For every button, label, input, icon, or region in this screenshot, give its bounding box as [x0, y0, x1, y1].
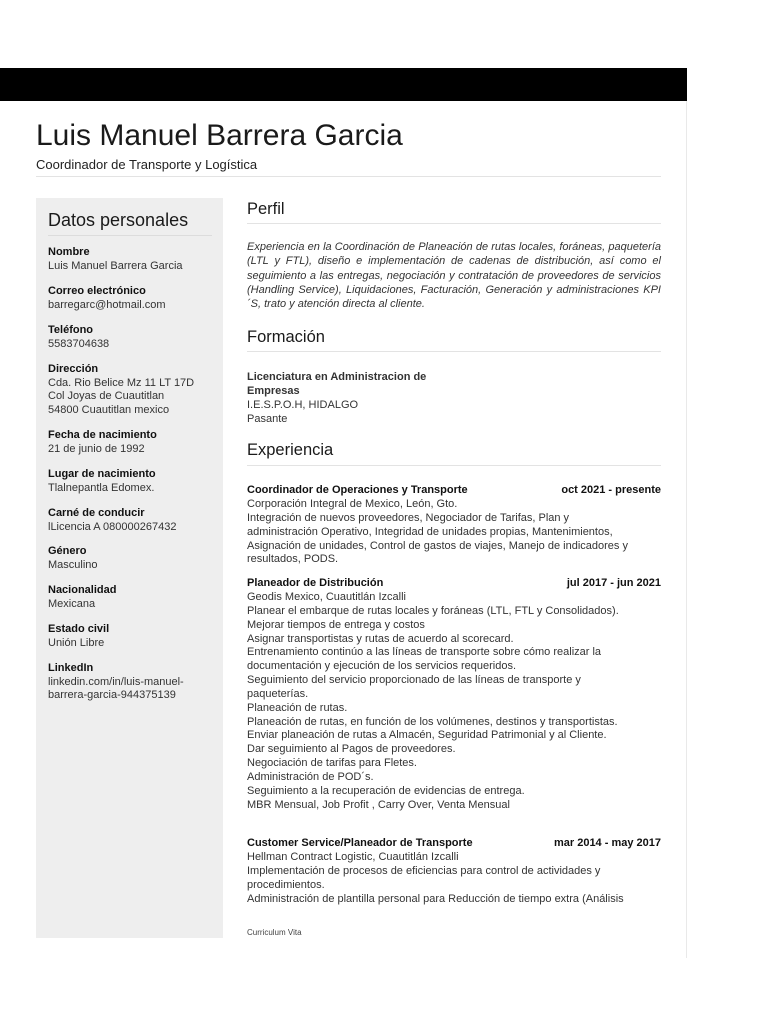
field-label: Carné de conducir — [48, 507, 145, 519]
linkedin-link[interactable]: barrera-garcia-944375139 — [48, 689, 176, 701]
job-entry — [247, 577, 661, 813]
field-label: Nacionalidad — [48, 584, 117, 596]
job-dates: jul 2017 - jun 2021 — [566, 577, 661, 589]
field-value: 21 de junio de 1992 — [48, 442, 145, 455]
page-footer: Curriculum Vita — [247, 928, 302, 937]
job-line: MBR Mensual, Job Profit , Carry Over, Venta Mensual — [247, 798, 510, 811]
job-line: Administración de plantilla personal para Reducción de tiempo extra (Análisis — [247, 892, 624, 905]
header-divider — [36, 176, 661, 177]
field-value: 5583704638 — [48, 337, 110, 350]
field-label: Estado civil — [48, 623, 110, 635]
job-entry — [247, 837, 661, 906]
field-value: Masculino — [48, 558, 98, 571]
field-birthplace — [48, 468, 220, 495]
job-line: procedimientos. — [247, 878, 325, 891]
field-label: Teléfono — [48, 324, 94, 336]
field-value: Mexicana — [48, 597, 96, 610]
field-value: Luis Manuel Barrera Garcia — [48, 259, 183, 272]
job-entry — [247, 484, 661, 567]
job-line: Seguimiento a la recuperación de evidencias de entrega. — [247, 784, 525, 797]
job-line: Planeación de rutas, en función de los volúmenes, destinos y transportistas. — [247, 715, 618, 728]
section-divider — [247, 223, 661, 224]
job-line: Negociación de tarifas para Fletes. — [247, 757, 417, 770]
field-label: Correo electrónico — [48, 285, 146, 297]
job-line: Planeación de rutas. — [247, 701, 348, 714]
job-line: administración Operativo, Integridad de unidades propias, Mantenimientos, — [247, 525, 613, 538]
field-driver-license — [48, 507, 220, 534]
field-label: Género — [48, 545, 87, 557]
job-line: documentación y ejecución de los servicios requeridos. — [247, 660, 517, 673]
field-label: Lugar de nacimiento — [48, 468, 156, 480]
field-value: lLicencia A 080000267432 — [48, 520, 177, 533]
field-label: LinkedIn — [48, 662, 94, 674]
field-email — [48, 285, 220, 312]
job-dates: mar 2014 - may 2017 — [553, 837, 661, 849]
job-line: Corporación Integral de Mexico, León, Gto. — [247, 498, 458, 510]
job-role: Coordinador de Operaciones y Transporte — [247, 484, 468, 496]
field-gender — [48, 545, 220, 572]
header-bar — [0, 68, 687, 101]
field-value: Col Joyas de Cuautitlan — [48, 390, 165, 402]
job-role: Customer Service/Planeador de Transporte — [247, 837, 473, 849]
job-line: Administración de POD´s. — [247, 770, 374, 783]
field-value: Unión Libre — [48, 636, 105, 649]
job-line: Implementación de procesos de eficiencias para control de actividades y — [247, 864, 601, 877]
field-value: Tlalnepantla Edomex. — [48, 481, 155, 494]
job-line: Hellman Contract Logistic, Cuautitlán Izcalli — [247, 851, 459, 863]
field-label: Dirección — [48, 363, 99, 375]
section-title-profile: Perfil — [247, 200, 285, 218]
field-nationality — [48, 584, 220, 611]
school-name: I.E.S.P.O.H, HIDALGO — [247, 399, 359, 411]
page-edge — [686, 68, 687, 958]
job-line: Geodis Mexico, Cuautitlán Izcalli — [247, 591, 406, 603]
candidate-name: Luis Manuel Barrera Garcia — [36, 119, 403, 152]
degree-title: Empresas — [247, 385, 300, 397]
job-line: resultados, PODS. — [247, 553, 339, 566]
profile-text: Experiencia en la Coordinación de Planeación de rutas locales, foráneas, paquetería (LTL y FTL), diseño e implementación de cadenas de distribución, así como el seguimiento a las entregas, negociación y contratación de proveedores de servicios (Handling Service), Liquidaciones, Facturación, Generación y administraciones KPI´S, trato y atención directa al cliente. — [247, 241, 661, 311]
field-label: Nombre — [48, 246, 90, 258]
job-dates: oct 2021 - presente — [561, 484, 661, 496]
field-linkedin — [48, 662, 220, 703]
job-role: Planeador de Distribución — [247, 577, 384, 589]
job-line: Seguimiento del servicio proporcionado de las líneas de transporte y — [247, 674, 581, 687]
sidebar-title: Datos personales — [48, 210, 189, 230]
field-name — [48, 246, 220, 273]
section-title-experience: Experiencia — [247, 441, 334, 459]
field-birthdate — [48, 429, 220, 456]
sidebar-divider — [48, 235, 212, 236]
candidate-title: Coordinador de Transporte y Logística — [36, 157, 258, 172]
personal-data-sidebar — [36, 198, 223, 938]
job-line: Asignación de unidades, Control de gastos de viajes, Manejo de indicadores y — [247, 539, 628, 552]
job-line: Dar seguimiento al Pagos de proveedores. — [247, 743, 456, 756]
degree-status: Pasante — [247, 413, 288, 425]
job-line: Integración de nuevos proveedores, Negociador de Tarifas, Plan y — [247, 511, 570, 524]
section-title-education: Formación — [247, 328, 325, 346]
field-marital-status — [48, 623, 220, 650]
email-link[interactable]: barregarc@hotmail.com — [48, 298, 166, 311]
job-line: Planear el embarque de rutas locales y foráneas (LTL, FTL y Consolidados). — [247, 604, 619, 617]
section-divider — [247, 465, 661, 466]
job-line: paqueterías. — [247, 687, 309, 700]
field-phone — [48, 324, 220, 351]
field-value: 54800 Cuautitlan mexico — [48, 403, 170, 416]
section-divider — [247, 351, 661, 352]
job-line: Mejorar tiempos de entrega y costos — [247, 618, 425, 631]
job-line: Asignar transportistas y rutas de acuerdo al scorecard. — [247, 632, 514, 645]
job-line: Enviar planeación de rutas a Almacén, Seguridad Patrimonial y al Cliente. — [247, 729, 607, 742]
degree-title: Licenciatura en Administracion de — [247, 371, 427, 383]
field-address — [48, 363, 220, 417]
education-entry — [247, 370, 467, 426]
field-value: Cda. Rio Belice Mz 11 LT 17D — [48, 376, 195, 389]
field-label: Fecha de nacimiento — [48, 429, 157, 441]
linkedin-link[interactable]: linkedin.com/in/luis-manuel- — [48, 675, 184, 688]
job-line: Entrenamiento continúo a las líneas de transporte sobre cómo realizar la — [247, 646, 602, 659]
